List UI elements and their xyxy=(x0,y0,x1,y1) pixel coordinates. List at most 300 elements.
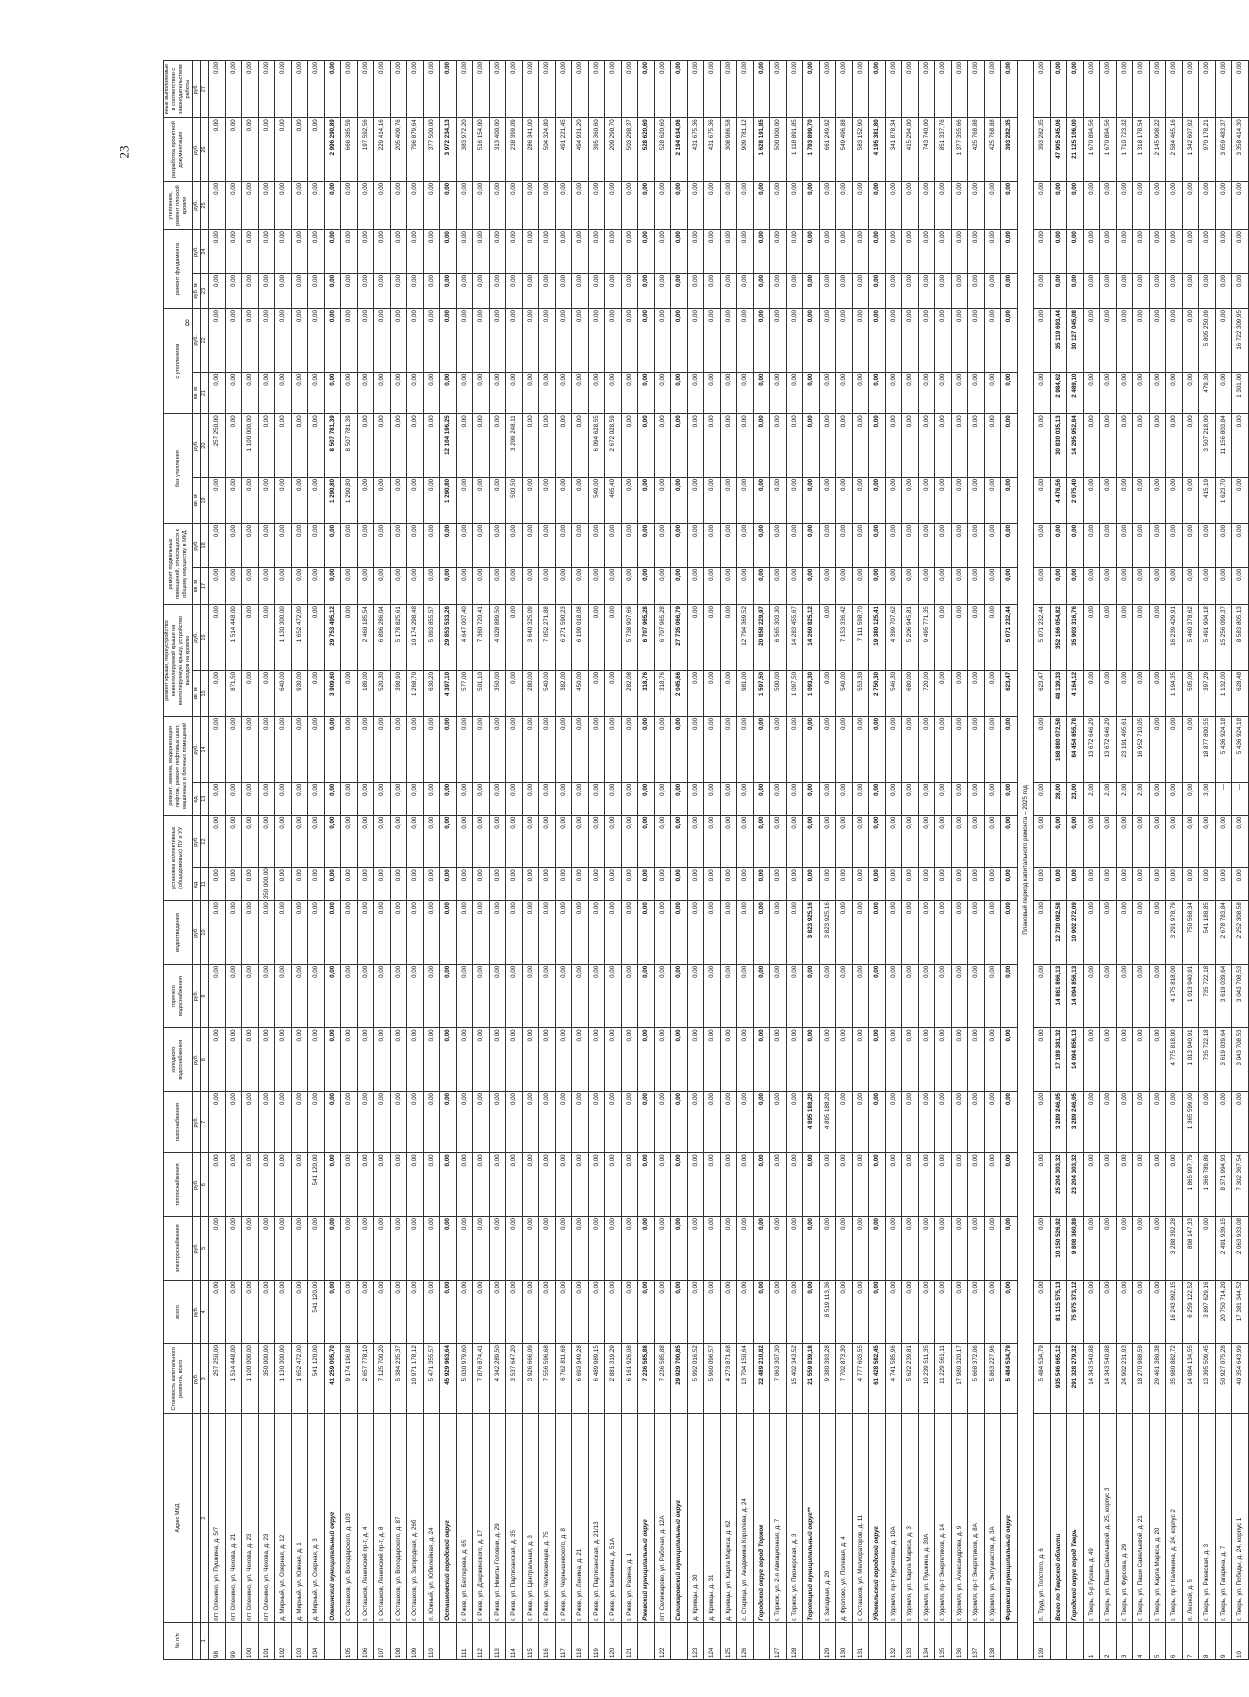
value-cell: 0,00 xyxy=(588,1217,605,1281)
col-heat: теплоснабжения xyxy=(164,1153,193,1217)
value-cell: 0,00 xyxy=(258,901,275,965)
value-cell: 425 768,88 xyxy=(968,118,985,182)
value-cell: 0,00 xyxy=(423,567,440,604)
value-cell: 0,00 xyxy=(968,716,985,782)
subtotal-row xyxy=(1001,61,1018,1660)
value-cell: 0,00 xyxy=(506,716,523,782)
value-cell: 0,00 xyxy=(341,868,358,901)
value-cell: 0,00 xyxy=(1034,782,1051,815)
address-cell: г. Осташков, ул. Володарского, д. 87 xyxy=(390,1414,407,1622)
value-cell: 5 384 235,37 xyxy=(390,1344,407,1414)
value-cell: 0,00 xyxy=(522,782,539,815)
unit-cell: кв. м xyxy=(193,670,201,716)
value-cell: 0,00 xyxy=(902,230,919,274)
value-cell: 0,00 xyxy=(605,1280,622,1344)
value-cell: 0,00 xyxy=(588,901,605,965)
table-row xyxy=(588,61,605,1660)
value-cell: 0,00 xyxy=(1050,181,1067,229)
value-cell: 0,00 xyxy=(852,1280,869,1344)
value-cell: 0,00 xyxy=(506,901,523,965)
value-cell: 0,00 xyxy=(275,716,292,782)
value-cell: 1 194,35 xyxy=(1166,670,1183,716)
value-cell: 10 902 272,09 xyxy=(1067,901,1084,965)
value-cell: 0,00 xyxy=(918,1153,935,1217)
value-cell: 0,00 xyxy=(291,1092,308,1153)
value-cell: 0,00 xyxy=(374,567,391,604)
index-cell: 9 xyxy=(201,964,209,1028)
value-cell: 0,00 xyxy=(357,1028,374,1092)
value-cell: 0,00 xyxy=(671,868,688,901)
value-cell: 0,00 xyxy=(671,964,688,1028)
value-cell: 0,00 xyxy=(687,181,704,229)
row-number-cell: 128 xyxy=(786,1622,803,1659)
value-cell: 0,00 xyxy=(374,815,391,868)
value-cell: 2 996 290,89 xyxy=(324,118,341,182)
value-cell: 395 360,60 xyxy=(588,118,605,182)
value-cell: 21 559 839,18 xyxy=(803,1344,820,1414)
value-cell: 0,00 xyxy=(291,1217,308,1281)
value-cell: 0,00 xyxy=(902,964,919,1028)
value-cell: 0,00 xyxy=(918,523,935,567)
value-cell: 0,00 xyxy=(1083,1217,1100,1281)
value-cell: 0,00 xyxy=(588,372,605,414)
row-number-cell: 115 xyxy=(522,1622,539,1659)
value-cell: 4 895 188,20 xyxy=(803,1092,820,1153)
value-cell: 0,00 xyxy=(720,901,737,965)
table-row xyxy=(852,61,869,1660)
value-cell: 0,00 xyxy=(407,309,424,373)
value-cell: 0,00 xyxy=(770,1153,787,1217)
value-cell: 0,00 xyxy=(1034,230,1051,274)
value-cell: 0,00 xyxy=(275,414,292,478)
value-cell: 0,00 xyxy=(242,523,259,567)
value-cell: 0,00 xyxy=(555,273,572,308)
value-cell: 505,00 xyxy=(1182,670,1199,716)
value-cell: 2,00 xyxy=(1100,782,1117,815)
value-cell: 0,00 xyxy=(374,523,391,567)
value-cell: 0,00 xyxy=(654,61,671,118)
value-cell: 0,00 xyxy=(209,670,226,716)
value-cell: 0,00 xyxy=(357,964,374,1028)
value-cell: 0,00 xyxy=(473,964,490,1028)
value-cell: 2,00 xyxy=(1116,782,1133,815)
value-cell: 0,00 xyxy=(918,1092,935,1153)
value-cell: 0,00 xyxy=(1149,716,1166,782)
value-cell: 0,00 xyxy=(390,477,407,523)
value-cell: 0,00 xyxy=(902,372,919,414)
value-cell: 0,00 xyxy=(473,567,490,604)
value-cell: 0,00 xyxy=(951,901,968,965)
value-cell: 0,00 xyxy=(1199,273,1216,308)
value-cell: 0,00 xyxy=(671,901,688,965)
value-cell: 0,00 xyxy=(605,1028,622,1092)
value-cell: 0,00 xyxy=(819,1028,836,1092)
value-cell: 0,00 xyxy=(704,477,721,523)
value-cell: 397,29 xyxy=(1199,670,1216,716)
value-cell: 0,00 xyxy=(506,309,523,373)
col-basement: ремонт подвальных помещений, относящихся к общему имуществу в МКД xyxy=(164,523,193,604)
value-cell: 0,00 xyxy=(522,1280,539,1344)
value-cell: 0,00 xyxy=(605,1092,622,1153)
row-number-cell: 1 xyxy=(1083,1622,1100,1659)
value-cell: 0,00 xyxy=(1067,567,1084,604)
value-cell: 0,00 xyxy=(572,868,589,901)
value-cell: 0,00 xyxy=(720,372,737,414)
col-design: разработка проектной документации xyxy=(164,118,193,182)
value-cell: 0,00 xyxy=(539,868,556,901)
value-cell: 0,00 xyxy=(539,815,556,868)
unit-cell: руб. xyxy=(193,181,201,229)
value-cell: 0,00 xyxy=(720,181,737,229)
value-cell: 0,00 xyxy=(885,414,902,478)
value-cell: 17 381 344,52 xyxy=(1232,1280,1249,1344)
value-cell: 549,00 xyxy=(588,477,605,523)
value-cell: 0,00 xyxy=(473,901,490,965)
value-cell: 0,00 xyxy=(852,309,869,373)
value-cell: 48 139,33 xyxy=(1050,670,1067,716)
value-cell: 0,00 xyxy=(407,230,424,274)
value-cell: 5 491 904,18 xyxy=(1199,605,1216,671)
value-cell: 0,00 xyxy=(638,61,655,118)
value-cell: 0,00 xyxy=(605,181,622,229)
value-cell: 0,00 xyxy=(473,477,490,523)
value-cell: 6 259 122,52 xyxy=(1182,1280,1199,1344)
value-cell: 2 678 783,84 xyxy=(1215,901,1232,965)
value-cell: 0,00 xyxy=(357,567,374,604)
row-number-cell: 9 xyxy=(1215,1622,1232,1659)
value-cell: 393 282,35 xyxy=(1001,118,1018,182)
value-cell: 0,00 xyxy=(753,815,770,868)
value-cell: 0,00 xyxy=(836,372,853,414)
value-cell: 0,00 xyxy=(935,1092,952,1153)
value-cell: 0,00 xyxy=(588,230,605,274)
unit-cell: руб. xyxy=(193,1153,201,1217)
value-cell: 0,00 xyxy=(572,477,589,523)
value-cell: 14 283 455,67 xyxy=(786,605,803,671)
value-cell: 0,00 xyxy=(539,567,556,604)
value-cell: 0,00 xyxy=(753,230,770,274)
index-cell: 16 xyxy=(201,605,209,671)
value-cell: 197 592,56 xyxy=(357,118,374,182)
value-cell: 0,00 xyxy=(1133,477,1150,523)
value-cell: 1 100 000,00 xyxy=(242,414,259,478)
value-cell: 0,00 xyxy=(1166,181,1183,229)
value-cell: 0,00 xyxy=(1050,523,1067,567)
value-cell: 0,00 xyxy=(918,567,935,604)
value-cell: 0,00 xyxy=(869,230,886,274)
value-cell: 0,00 xyxy=(704,1028,721,1092)
value-cell: 0,00 xyxy=(737,1217,754,1281)
value-cell: 0,00 xyxy=(885,964,902,1028)
value-cell: 0,00 xyxy=(1133,605,1150,671)
value-cell: 1 097,50 xyxy=(786,670,803,716)
value-cell: 0,00 xyxy=(440,1092,457,1153)
value-cell: 350 000,00 xyxy=(258,868,275,901)
value-cell: 0,00 xyxy=(1215,567,1232,604)
value-cell: 383 972,20 xyxy=(456,118,473,182)
value-cell: 0,00 xyxy=(588,1028,605,1092)
value-cell: 5 030 979,60 xyxy=(456,1344,473,1414)
value-cell: 14 084 134,55 xyxy=(1182,1344,1199,1414)
value-cell: 0,00 xyxy=(522,716,539,782)
value-cell: 0,00 xyxy=(869,1028,886,1092)
value-cell: 0,00 xyxy=(638,1153,655,1217)
value-cell: 0,00 xyxy=(836,901,853,965)
value-cell: 1 013 940,91 xyxy=(1182,964,1199,1028)
value-cell: 0,00 xyxy=(638,414,655,478)
subtotal-row xyxy=(803,61,820,1660)
index-cell: 4 xyxy=(201,1280,209,1344)
value-cell: 0,00 xyxy=(902,716,919,782)
value-cell: 0,00 xyxy=(308,61,325,118)
value-cell: 0,00 xyxy=(1083,605,1100,671)
value-cell: 0,00 xyxy=(770,372,787,414)
value-cell: 0,00 xyxy=(1116,309,1133,373)
value-cell: 0,00 xyxy=(852,273,869,308)
value-cell: 0,00 xyxy=(654,477,671,523)
value-cell: 0,00 xyxy=(440,1153,457,1217)
value-cell: 0,00 xyxy=(209,1153,226,1217)
value-cell: 0,00 xyxy=(456,567,473,604)
value-cell: 0,00 xyxy=(374,372,391,414)
value-cell: 0,00 xyxy=(473,414,490,478)
value-cell: 0,00 xyxy=(1133,901,1150,965)
value-cell: 0,00 xyxy=(671,230,688,274)
value-cell: 0,00 xyxy=(390,523,407,567)
value-cell: 0,00 xyxy=(258,273,275,308)
value-cell: 0,00 xyxy=(638,782,655,815)
value-cell: 0,00 xyxy=(1001,868,1018,901)
value-cell: 0,00 xyxy=(621,964,638,1028)
value-cell: 7 111 598,70 xyxy=(852,605,869,671)
value-cell: 0,00 xyxy=(951,414,968,478)
unit-cell: руб. xyxy=(193,414,201,478)
value-cell: 0,00 xyxy=(918,901,935,965)
value-cell: 350 000,00 xyxy=(258,1344,275,1414)
value-cell: 549 496,88 xyxy=(836,118,853,182)
value-cell: 0,00 xyxy=(572,567,589,604)
value-cell: 0,00 xyxy=(786,309,803,373)
value-cell: 7 302 367,54 xyxy=(1232,1153,1249,1217)
address-cell: д. Мирный, ул. Озерная, д. 3 xyxy=(308,1414,325,1622)
value-cell: 0,00 xyxy=(935,523,952,567)
address-cell: г. Ржев, ул. Разина, д. 1 xyxy=(621,1414,638,1622)
value-cell: 3 288 392,28 xyxy=(1166,1217,1183,1281)
value-cell: 0,00 xyxy=(720,1280,737,1344)
value-cell: 0,00 xyxy=(621,815,638,868)
value-cell: 0,00 xyxy=(720,309,737,373)
value-cell: 0,00 xyxy=(225,1092,242,1153)
value-cell: 0,00 xyxy=(242,716,259,782)
value-cell: 0,00 xyxy=(258,372,275,414)
value-cell: 0,00 xyxy=(852,1153,869,1217)
value-cell: 0,00 xyxy=(638,964,655,1028)
value-cell: 0,00 xyxy=(209,716,226,782)
value-cell: 661 249,92 xyxy=(819,118,836,182)
value-cell: 0,00 xyxy=(539,523,556,567)
col-foundation: ремонт фундамента xyxy=(164,230,193,309)
value-cell: 0,00 xyxy=(1182,477,1199,523)
index-cell: 3 xyxy=(201,1344,209,1414)
value-cell: 0,00 xyxy=(341,901,358,965)
value-cell: 0,00 xyxy=(836,230,853,274)
value-cell: 7 236 585,88 xyxy=(654,1344,671,1414)
row-number-cell: 110 xyxy=(423,1622,440,1659)
value-cell: 0,00 xyxy=(869,61,886,118)
address-cell: Осташковский городской округ xyxy=(440,1414,457,1622)
value-cell: 0,00 xyxy=(902,273,919,308)
value-cell: 0,00 xyxy=(423,1217,440,1281)
value-cell: 0,00 xyxy=(555,964,572,1028)
value-cell: 0,00 xyxy=(308,414,325,478)
value-cell: 1 013 940,91 xyxy=(1182,1028,1199,1092)
value-cell: 0,00 xyxy=(984,1092,1001,1153)
value-cell: 0,00 xyxy=(902,782,919,815)
value-cell: 0,00 xyxy=(291,118,308,182)
value-cell: 0,00 xyxy=(456,181,473,229)
address-cell: г. Осташков, ул. Загородная, д. 26б xyxy=(407,1414,424,1622)
value-cell: 0,00 xyxy=(357,273,374,308)
value-cell: 0,00 xyxy=(720,782,737,815)
index-cell: 8 xyxy=(201,1028,209,1092)
value-cell: 0,00 xyxy=(968,567,985,604)
value-cell: 341 878,34 xyxy=(885,118,902,182)
value-cell: 0,00 xyxy=(555,1092,572,1153)
value-cell: 5 436 924,18 xyxy=(1215,716,1232,782)
value-cell: 0,00 xyxy=(687,1153,704,1217)
value-cell: 0,00 xyxy=(489,567,506,604)
value-cell: 0,00 xyxy=(506,1092,523,1153)
value-cell: 9 380 393,28 xyxy=(819,1344,836,1414)
value-cell: 0,00 xyxy=(242,309,259,373)
value-cell: 8 371 994,93 xyxy=(1215,1153,1232,1217)
value-cell: 0,00 xyxy=(308,273,325,308)
value-cell: 6 094 628,55 xyxy=(588,414,605,478)
value-cell: 0,00 xyxy=(324,1028,341,1092)
value-cell: 0,00 xyxy=(423,1092,440,1153)
value-cell: 0,00 xyxy=(885,1028,902,1092)
value-cell: 0,00 xyxy=(357,1153,374,1217)
value-cell: 0,00 xyxy=(473,273,490,308)
row-number-cell: 112 xyxy=(473,1622,490,1659)
value-cell: 0,00 xyxy=(275,309,292,373)
value-cell: 0,00 xyxy=(836,1280,853,1344)
value-cell: 0,00 xyxy=(638,523,655,567)
value-cell: 0,00 xyxy=(737,1092,754,1153)
value-cell: 29 753 495,12 xyxy=(324,605,341,671)
value-cell: 0,00 xyxy=(225,567,242,604)
value-cell: 0,00 xyxy=(1182,414,1199,478)
value-cell: 0,00 xyxy=(572,964,589,1028)
value-cell: 0,00 xyxy=(720,477,737,523)
row-number-cell: 135 xyxy=(935,1622,952,1659)
value-cell: 0,00 xyxy=(720,523,737,567)
value-cell: 0,00 xyxy=(209,605,226,671)
value-cell: 0,00 xyxy=(506,868,523,901)
value-cell: 0,00 xyxy=(654,716,671,782)
table-row xyxy=(1034,61,1051,1660)
table-row xyxy=(1199,61,1216,1660)
value-cell: 0,00 xyxy=(390,1092,407,1153)
value-cell: 0,00 xyxy=(506,523,523,567)
value-cell: 0,00 xyxy=(869,1092,886,1153)
value-cell: 0,00 xyxy=(885,273,902,308)
value-cell: 0,00 xyxy=(968,1028,985,1092)
value-cell: 0,00 xyxy=(209,1280,226,1344)
value-cell: 1 290,80 xyxy=(324,477,341,523)
value-cell: 0,00 xyxy=(885,230,902,274)
value-cell: 0,00 xyxy=(671,782,688,815)
value-cell: 0,00 xyxy=(1083,901,1100,965)
value-cell: 0,00 xyxy=(770,1028,787,1092)
value-cell: 0,00 xyxy=(1199,523,1216,567)
value-cell: 0,00 xyxy=(1100,181,1117,229)
value-cell: 0,00 xyxy=(440,964,457,1028)
value-cell: 0,00 xyxy=(1133,1153,1150,1217)
value-cell: 0,00 xyxy=(605,815,622,868)
value-cell: 3 823 925,16 xyxy=(803,901,820,965)
value-cell: 0,00 xyxy=(423,868,440,901)
value-cell: 871,50 xyxy=(225,670,242,716)
value-cell: 0,00 xyxy=(786,567,803,604)
value-cell: 0,00 xyxy=(951,605,968,671)
row-number-cell: 111 xyxy=(456,1622,473,1659)
value-cell: 0,00 xyxy=(357,815,374,868)
row-number-cell: 102 xyxy=(275,1622,292,1659)
value-cell: 0,00 xyxy=(555,868,572,901)
value-cell: 0,00 xyxy=(786,901,803,965)
value-cell: 0,00 xyxy=(242,868,259,901)
col-total-cost: Стоимость капитального ремонта, всего xyxy=(164,1344,193,1414)
value-cell: 0,00 xyxy=(225,964,242,1028)
value-cell: 0,00 xyxy=(654,567,671,604)
value-cell: 0,00 xyxy=(1166,868,1183,901)
value-cell: 0,00 xyxy=(753,1092,770,1153)
value-cell: 13 395 509,45 xyxy=(1199,1344,1216,1414)
value-cell: 981,00 xyxy=(737,670,754,716)
value-cell: 0,00 xyxy=(291,523,308,567)
value-cell: 0,00 xyxy=(258,1153,275,1217)
value-cell: 0,00 xyxy=(489,716,506,782)
value-cell: 0,00 xyxy=(968,782,985,815)
value-cell: 0,00 xyxy=(803,523,820,567)
value-cell: 8 507 781,39 xyxy=(324,414,341,478)
value-cell: 0,00 xyxy=(258,567,275,604)
value-cell: 0,00 xyxy=(209,868,226,901)
unit-cell: руб. xyxy=(193,1217,201,1281)
value-cell: 0,00 xyxy=(275,523,292,567)
value-cell: 0,00 xyxy=(1100,815,1117,868)
value-cell: 0,00 xyxy=(1166,782,1183,815)
value-cell: 0,00 xyxy=(605,964,622,1028)
value-cell: 1 130 300,00 xyxy=(275,1344,292,1414)
value-cell: 0,00 xyxy=(638,372,655,414)
value-cell: 0,00 xyxy=(1083,372,1100,414)
value-cell: 0,00 xyxy=(572,309,589,373)
value-cell: 0,00 xyxy=(852,523,869,567)
value-cell: 0,00 xyxy=(786,230,803,274)
value-cell: 0,00 xyxy=(753,181,770,229)
value-cell: 0,00 xyxy=(918,181,935,229)
value-cell: 0,00 xyxy=(819,523,836,567)
address-cell: д. Мирный, ул. Южная, д. 1 xyxy=(291,1414,308,1622)
value-cell: 0,00 xyxy=(572,372,589,414)
header-row xyxy=(164,61,193,1660)
value-cell: 0,00 xyxy=(1149,1153,1166,1217)
value-cell: 930,00 xyxy=(291,670,308,716)
value-cell: 0,00 xyxy=(357,372,374,414)
value-cell: 0,00 xyxy=(489,1153,506,1217)
